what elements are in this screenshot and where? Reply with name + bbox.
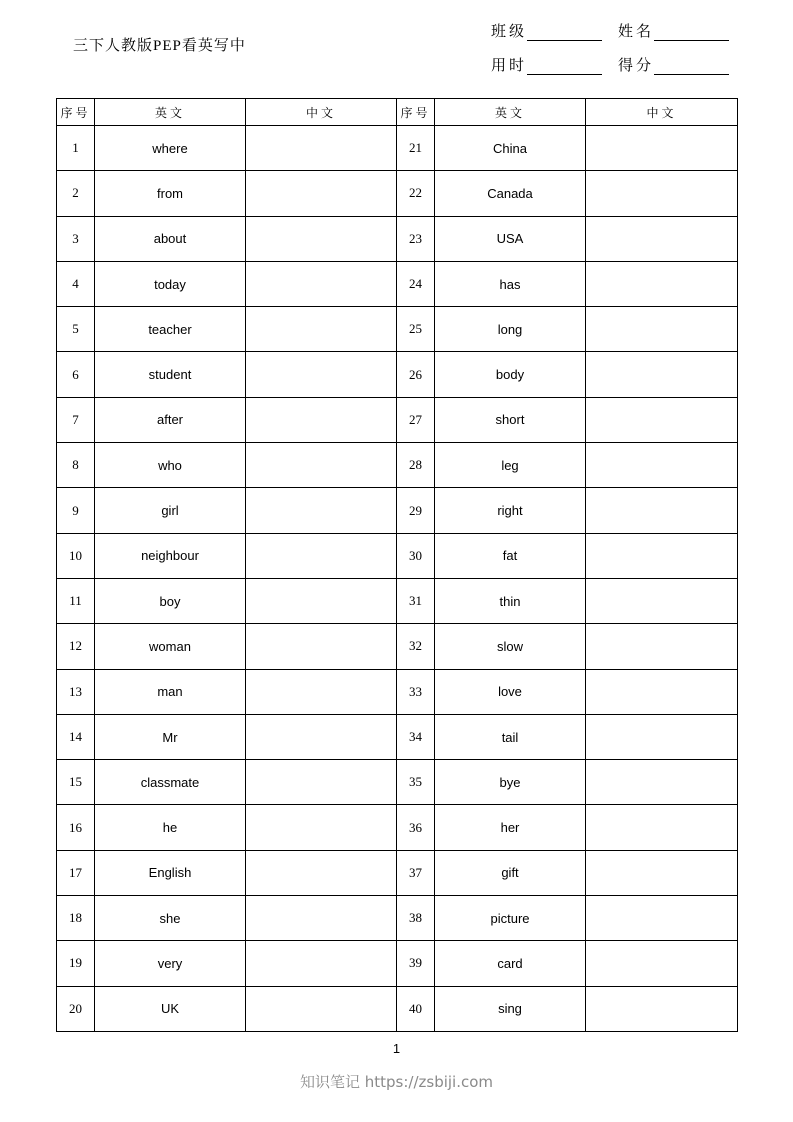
row-number-right: 38 — [397, 896, 435, 941]
chinese-answer-right[interactable] — [586, 850, 738, 895]
english-word-right: tail — [435, 714, 586, 759]
worksheet-title: 三下人教版PEP看英写中 — [73, 38, 246, 54]
row-number-left: 10 — [57, 533, 95, 578]
chinese-answer-right[interactable] — [586, 171, 738, 216]
name-label: 姓名 — [618, 24, 655, 40]
table-row — [57, 624, 738, 669]
class-field[interactable] — [491, 20, 602, 41]
row-number-right: 31 — [397, 578, 435, 623]
english-word-right: USA — [435, 216, 586, 261]
row-number-right: 26 — [397, 352, 435, 397]
header-english-left: 英文 — [95, 99, 246, 126]
row-number-left: 2 — [57, 171, 95, 216]
row-number-right: 29 — [397, 488, 435, 533]
score-blank[interactable] — [654, 58, 729, 75]
english-word-left: very — [95, 941, 246, 986]
row-number-right: 40 — [397, 986, 435, 1031]
chinese-answer-left[interactable] — [246, 714, 397, 759]
table-row — [57, 669, 738, 714]
chinese-answer-right[interactable] — [586, 941, 738, 986]
english-word-left: who — [95, 443, 246, 488]
row-number-left: 1 — [57, 126, 95, 171]
header-number-left: 序号 — [57, 99, 95, 126]
chinese-answer-left[interactable] — [246, 669, 397, 714]
row-number-right: 30 — [397, 533, 435, 578]
time-field[interactable] — [491, 54, 602, 75]
chinese-answer-left[interactable] — [246, 307, 397, 352]
english-word-left: he — [95, 805, 246, 850]
chinese-answer-right[interactable] — [586, 261, 738, 306]
chinese-answer-left[interactable] — [246, 624, 397, 669]
row-number-left: 14 — [57, 714, 95, 759]
row-number-left: 8 — [57, 443, 95, 488]
row-number-left: 7 — [57, 397, 95, 442]
table-row — [57, 488, 738, 533]
row-number-left: 4 — [57, 261, 95, 306]
header-chinese-right: 中文 — [586, 99, 738, 126]
english-word-right: China — [435, 126, 586, 171]
header-number-right: 序号 — [397, 99, 435, 126]
table-row — [57, 760, 738, 805]
english-word-right: her — [435, 805, 586, 850]
chinese-answer-right[interactable] — [586, 216, 738, 261]
english-word-right: card — [435, 941, 586, 986]
english-word-left: woman — [95, 624, 246, 669]
header-chinese-left: 中文 — [246, 99, 397, 126]
english-word-left: boy — [95, 578, 246, 623]
english-word-left: from — [95, 171, 246, 216]
row-number-right: 27 — [397, 397, 435, 442]
chinese-answer-right[interactable] — [586, 307, 738, 352]
chinese-answer-right[interactable] — [586, 352, 738, 397]
time-blank[interactable] — [527, 58, 602, 75]
english-word-left: man — [95, 669, 246, 714]
row-number-right: 25 — [397, 307, 435, 352]
english-word-right: body — [435, 352, 586, 397]
english-word-right: right — [435, 488, 586, 533]
english-word-right: leg — [435, 443, 586, 488]
english-word-right: long — [435, 307, 586, 352]
table-row — [57, 171, 738, 216]
table-row — [57, 850, 738, 895]
chinese-answer-right[interactable] — [586, 714, 738, 759]
chinese-answer-left[interactable] — [246, 171, 397, 216]
chinese-answer-left[interactable] — [246, 578, 397, 623]
row-number-left: 5 — [57, 307, 95, 352]
chinese-answer-right[interactable] — [586, 669, 738, 714]
chinese-answer-right[interactable] — [586, 533, 738, 578]
table-row — [57, 307, 738, 352]
header-english-right: 英文 — [435, 99, 586, 126]
chinese-answer-left[interactable] — [246, 488, 397, 533]
table-row — [57, 352, 738, 397]
english-word-right: sing — [435, 986, 586, 1031]
english-word-left: teacher — [95, 307, 246, 352]
chinese-answer-left[interactable] — [246, 896, 397, 941]
chinese-answer-left[interactable] — [246, 126, 397, 171]
row-number-left: 3 — [57, 216, 95, 261]
english-word-left: classmate — [95, 760, 246, 805]
chinese-answer-right[interactable] — [586, 397, 738, 442]
row-number-right: 23 — [397, 216, 435, 261]
english-word-right: short — [435, 397, 586, 442]
header-row — [57, 99, 738, 126]
chinese-answer-left[interactable] — [246, 261, 397, 306]
english-word-right: thin — [435, 578, 586, 623]
english-word-left: neighbour — [95, 533, 246, 578]
chinese-answer-left[interactable] — [246, 805, 397, 850]
chinese-answer-right[interactable] — [586, 126, 738, 171]
english-word-left: after — [95, 397, 246, 442]
row-number-left: 12 — [57, 624, 95, 669]
row-number-right: 24 — [397, 261, 435, 306]
english-word-left: Mr — [95, 714, 246, 759]
english-word-right: Canada — [435, 171, 586, 216]
class-label: 班级 — [491, 24, 528, 40]
row-number-left: 15 — [57, 760, 95, 805]
table-row — [57, 126, 738, 171]
english-word-right: love — [435, 669, 586, 714]
chinese-answer-left[interactable] — [246, 986, 397, 1031]
english-word-right: picture — [435, 896, 586, 941]
row-number-left: 6 — [57, 352, 95, 397]
row-number-right: 21 — [397, 126, 435, 171]
chinese-answer-left[interactable] — [246, 941, 397, 986]
row-number-left: 20 — [57, 986, 95, 1031]
chinese-answer-left[interactable] — [246, 533, 397, 578]
chinese-answer-right[interactable] — [586, 624, 738, 669]
english-word-left: today — [95, 261, 246, 306]
english-word-left: UK — [95, 986, 246, 1031]
english-word-right: has — [435, 261, 586, 306]
chinese-answer-right[interactable] — [586, 488, 738, 533]
table-row — [57, 578, 738, 623]
row-number-right: 34 — [397, 714, 435, 759]
english-word-left: about — [95, 216, 246, 261]
table-row — [57, 261, 738, 306]
table-row — [57, 986, 738, 1031]
chinese-answer-right[interactable] — [586, 578, 738, 623]
row-number-left: 13 — [57, 669, 95, 714]
chinese-answer-right[interactable] — [586, 443, 738, 488]
english-word-right: fat — [435, 533, 586, 578]
chinese-answer-left[interactable] — [246, 216, 397, 261]
table-row — [57, 805, 738, 850]
row-number-left: 11 — [57, 578, 95, 623]
row-number-left: 18 — [57, 896, 95, 941]
english-word-left: student — [95, 352, 246, 397]
english-word-right: gift — [435, 850, 586, 895]
chinese-answer-left[interactable] — [246, 850, 397, 895]
chinese-answer-right[interactable] — [586, 760, 738, 805]
table-row — [57, 443, 738, 488]
row-number-left: 19 — [57, 941, 95, 986]
row-number-right: 37 — [397, 850, 435, 895]
name-blank[interactable] — [654, 24, 729, 41]
row-number-right: 33 — [397, 669, 435, 714]
time-label: 用时 — [491, 58, 528, 74]
score-field[interactable] — [618, 54, 729, 75]
english-word-right: slow — [435, 624, 586, 669]
row-number-right: 39 — [397, 941, 435, 986]
row-number-right: 28 — [397, 443, 435, 488]
english-word-left: girl — [95, 488, 246, 533]
chinese-answer-left[interactable] — [246, 760, 397, 805]
row-number-right: 22 — [397, 171, 435, 216]
table-row — [57, 941, 738, 986]
name-field[interactable] — [618, 20, 729, 41]
page-number: 1 — [392, 1041, 401, 1056]
english-word-left: she — [95, 896, 246, 941]
row-number-right: 35 — [397, 760, 435, 805]
row-number-left: 9 — [57, 488, 95, 533]
row-number-right: 32 — [397, 624, 435, 669]
row-number-left: 16 — [57, 805, 95, 850]
watermark: 知识笔记 https://zsbiji.com — [299, 1073, 494, 1091]
vocabulary-table — [56, 98, 738, 1032]
score-label: 得分 — [618, 58, 655, 74]
chinese-answer-right[interactable] — [586, 896, 738, 941]
table-row — [57, 533, 738, 578]
english-word-left: English — [95, 850, 246, 895]
english-word-left: where — [95, 126, 246, 171]
table-row — [57, 896, 738, 941]
row-number-right: 36 — [397, 805, 435, 850]
chinese-answer-right[interactable] — [586, 986, 738, 1031]
english-word-right: bye — [435, 760, 586, 805]
chinese-answer-left[interactable] — [246, 397, 397, 442]
chinese-answer-left[interactable] — [246, 352, 397, 397]
row-number-left: 17 — [57, 850, 95, 895]
table-row — [57, 714, 738, 759]
chinese-answer-right[interactable] — [586, 805, 738, 850]
class-blank[interactable] — [527, 24, 602, 41]
chinese-answer-left[interactable] — [246, 443, 397, 488]
table-row — [57, 216, 738, 261]
table-row — [57, 397, 738, 442]
